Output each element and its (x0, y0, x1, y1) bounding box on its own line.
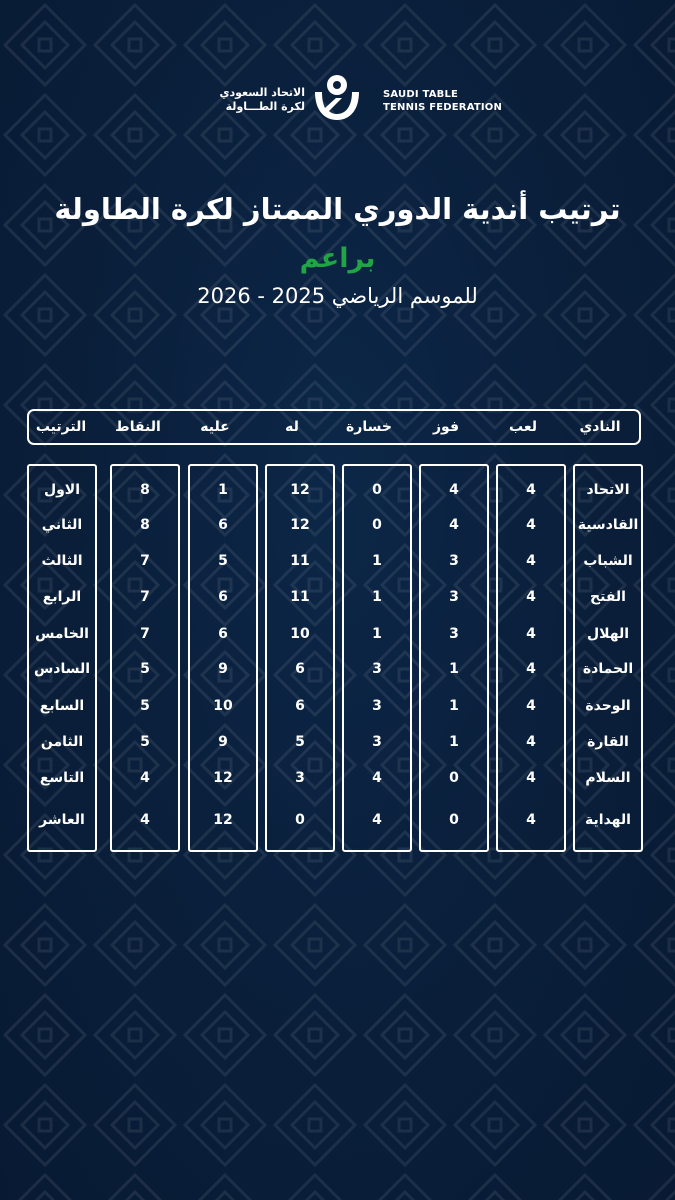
cell-points: 4 (140, 812, 150, 828)
category-title: براعم (299, 243, 376, 274)
cell-club: السلام (585, 770, 631, 786)
cell-for: 6 (295, 698, 305, 714)
column-for (265, 464, 335, 852)
logo-english-line2: TENNIS FEDERATION (383, 102, 503, 113)
header-points: النقاط (115, 419, 161, 435)
cell-played: 4 (526, 626, 536, 642)
cell-lost: 3 (372, 698, 382, 714)
cell-won: 3 (449, 589, 459, 605)
logo-english-text (383, 88, 502, 114)
cell-points: 7 (140, 589, 150, 605)
cell-played: 4 (526, 734, 536, 750)
cell-for: 12 (290, 482, 310, 498)
header-played: لعب (509, 419, 537, 435)
cell-rank: الخامس (35, 626, 89, 642)
cell-played: 4 (526, 812, 536, 828)
cell-played: 4 (526, 482, 536, 498)
cell-rank: الثامن (40, 734, 84, 750)
header-rank: الترتيب (35, 419, 87, 435)
cell-club: الفتح (590, 589, 626, 605)
cell-played: 4 (526, 698, 536, 714)
table-header (27, 409, 641, 445)
cell-won: 1 (449, 698, 459, 714)
cell-lost: 0 (372, 517, 382, 533)
cell-played: 4 (526, 589, 536, 605)
cell-against: 9 (218, 734, 228, 750)
column-lost (342, 464, 412, 852)
cell-lost: 0 (372, 482, 382, 498)
cell-points: 7 (140, 553, 150, 569)
column-won (419, 464, 489, 852)
federation-logo (0, 64, 675, 128)
column-against (188, 464, 258, 852)
column-club (573, 464, 643, 852)
cell-won: 1 (449, 734, 459, 750)
logo-english-line1: SAUDI TABLE (383, 89, 459, 100)
cell-against: 6 (218, 589, 228, 605)
cell-played: 4 (526, 553, 536, 569)
cell-club: القادسية (577, 517, 639, 533)
cell-club: القارة (587, 734, 629, 750)
cell-points: 8 (140, 517, 150, 533)
cell-rank: الرابع (42, 589, 82, 605)
cell-for: 6 (295, 661, 305, 677)
cell-points: 5 (140, 661, 150, 677)
cell-against: 12 (213, 812, 233, 828)
cell-rank: السابع (39, 698, 85, 714)
cell-won: 0 (449, 770, 459, 786)
logo-arabic-text (219, 86, 305, 114)
cell-against: 10 (213, 698, 233, 714)
cell-against: 1 (218, 482, 228, 498)
header-against: عليه (200, 419, 230, 435)
cell-points: 5 (140, 734, 150, 750)
cell-lost: 1 (372, 626, 382, 642)
cell-against: 5 (218, 553, 228, 569)
cell-for: 3 (295, 770, 305, 786)
cell-points: 7 (140, 626, 150, 642)
cell-for: 10 (290, 626, 310, 642)
cell-won: 4 (449, 517, 459, 533)
cell-rank: العاشر (39, 812, 85, 828)
federation-emblem-icon (312, 70, 362, 122)
cell-club: الشباب (583, 553, 633, 569)
header-for: له (285, 419, 299, 435)
cell-rank: الثاني (41, 517, 83, 533)
season-subtitle: للموسم الرياضي 2025 - 2026 (197, 284, 478, 308)
page-title: ترتيب أندية الدوري الممتاز لكرة الطاولة (54, 192, 621, 226)
cell-against: 6 (218, 517, 228, 533)
cell-won: 0 (449, 812, 459, 828)
cell-played: 4 (526, 517, 536, 533)
cell-club: الهلال (586, 626, 630, 642)
cell-against: 9 (218, 661, 228, 677)
cell-won: 3 (449, 626, 459, 642)
column-played (496, 464, 566, 852)
header-lost: خسارة (346, 419, 392, 435)
cell-club: الاتحاد (586, 482, 630, 498)
cell-for: 12 (290, 517, 310, 533)
cell-won: 4 (449, 482, 459, 498)
cell-rank: التاسع (39, 770, 85, 786)
cell-for: 11 (290, 553, 310, 569)
column-points (110, 464, 180, 852)
cell-lost: 1 (372, 589, 382, 605)
cell-lost: 1 (372, 553, 382, 569)
cell-for: 11 (290, 589, 310, 605)
header-won: فوز (432, 419, 459, 435)
header-club: النادي (579, 419, 621, 435)
cell-points: 8 (140, 482, 150, 498)
cell-rank: السادس (33, 661, 91, 677)
cell-club: الوحدة (585, 698, 631, 714)
cell-rank: الاول (43, 482, 81, 498)
column-rank (27, 464, 97, 852)
cell-lost: 4 (372, 770, 382, 786)
cell-against: 12 (213, 770, 233, 786)
cell-club: الحمادة (582, 661, 634, 677)
cell-points: 4 (140, 770, 150, 786)
logo-arabic-line1: الاتحاد السعودي (219, 86, 305, 99)
cell-for: 0 (295, 812, 305, 828)
cell-won: 3 (449, 553, 459, 569)
cell-rank: الثالث (41, 553, 83, 569)
cell-against: 6 (218, 626, 228, 642)
cell-lost: 4 (372, 812, 382, 828)
cell-club: الهداية (585, 812, 631, 828)
cell-won: 1 (449, 661, 459, 677)
cell-lost: 3 (372, 734, 382, 750)
cell-played: 4 (526, 661, 536, 677)
cell-played: 4 (526, 770, 536, 786)
cell-lost: 3 (372, 661, 382, 677)
cell-for: 5 (295, 734, 305, 750)
logo-arabic-line2: لكرة الطـــاولة (225, 100, 305, 113)
cell-points: 5 (140, 698, 150, 714)
